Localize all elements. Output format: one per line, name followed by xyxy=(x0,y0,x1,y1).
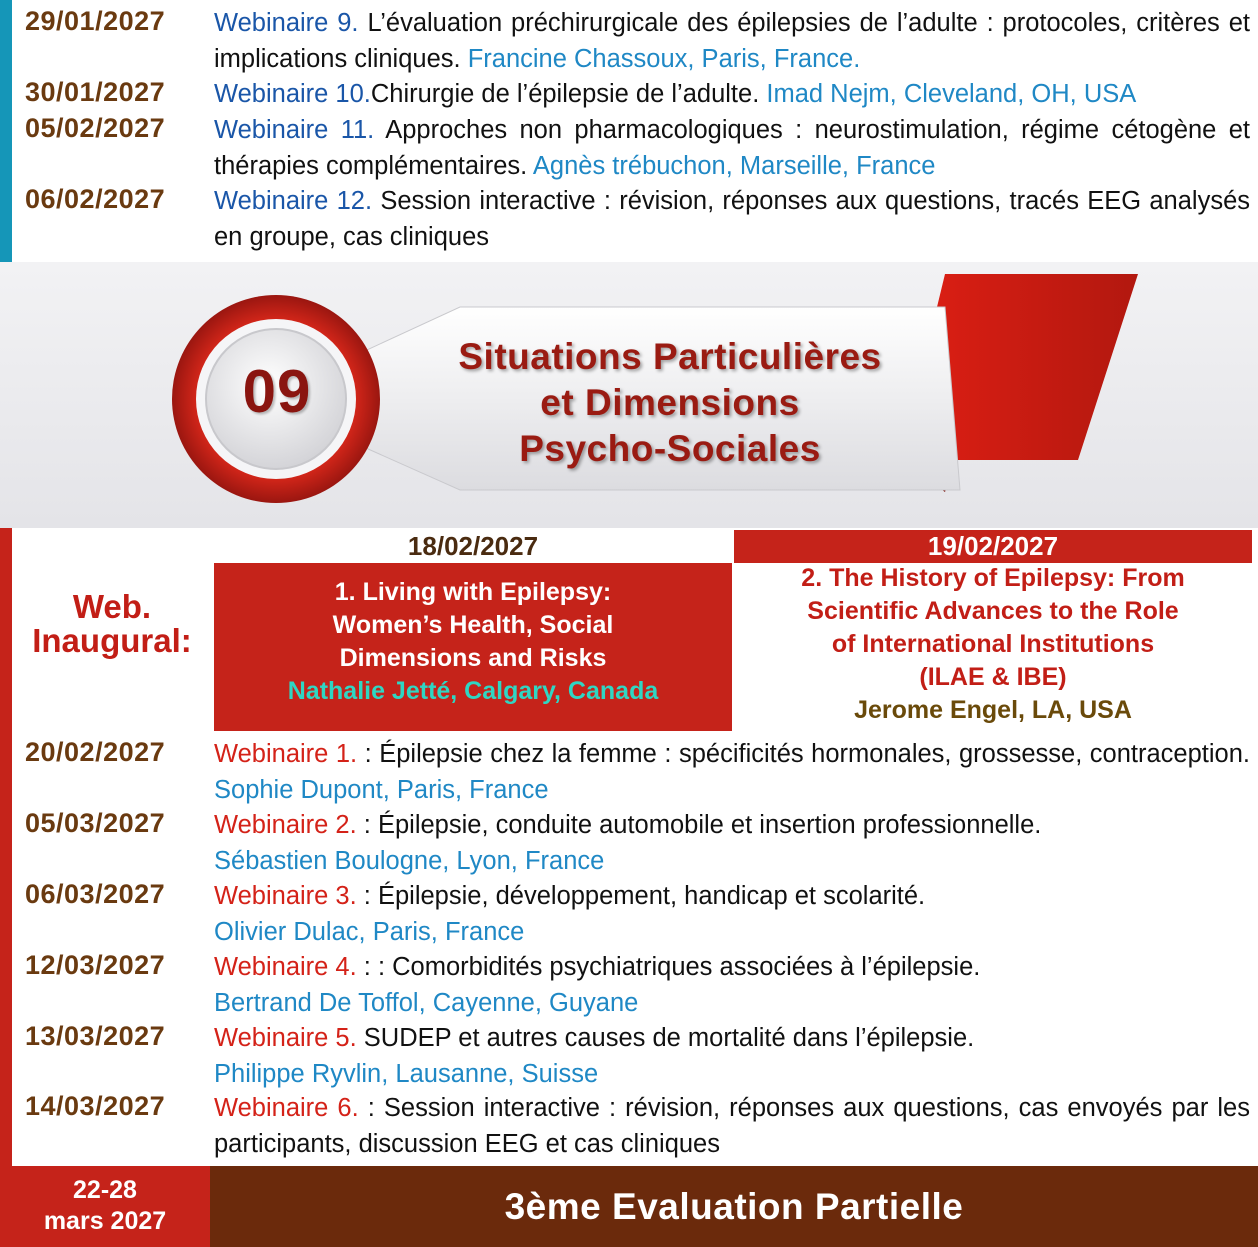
inaugural-speaker: Jerome Engel, LA, USA xyxy=(854,696,1132,724)
evaluation-date-line: mars 2027 xyxy=(43,1207,167,1235)
webinar-topic: Approches non pharmacologiques : neurostimulation, régime cétogène et thérapies complémentaires. xyxy=(214,116,1250,180)
webinar-description xyxy=(214,737,1250,808)
evaluation-footer xyxy=(0,1166,1258,1247)
webinar-speaker: Philippe Ryvlin, Lausanne, Suisse xyxy=(214,1059,599,1088)
webinar-topic: Chirurgie de l’épilepsie de l’adulte. xyxy=(370,80,767,108)
evaluation-date xyxy=(0,1166,210,1247)
webinar-description xyxy=(214,879,1250,950)
inaugural-webinars xyxy=(0,528,1258,733)
webinar-topic: SUDEP et autres causes de mortalité dans l’épilepsie. xyxy=(356,1024,975,1052)
webinar-label: Webinaire 3. xyxy=(214,882,357,910)
webinar-date: 05/02/2027 xyxy=(25,113,166,143)
webinar-topic: : Épilepsie chez la femme : spécificités hormonales, grossesse, contraception. xyxy=(357,740,1250,768)
webinar-date: 06/02/2027 xyxy=(25,184,166,214)
webinar-label: Webinaire 4. xyxy=(214,953,357,981)
top-webinar-list xyxy=(0,0,1258,262)
webinar-speaker: Bertrand De Toffol, Cayenne, Guyane xyxy=(214,988,639,1017)
webinar-label: Webinaire 9. xyxy=(214,9,359,37)
webinar-description xyxy=(214,950,1250,1021)
webinar-label: Webinaire 2. xyxy=(214,811,357,839)
inaugural-label-line: Web. xyxy=(72,588,152,625)
webinar-speaker: Sophie Dupont, Paris, France xyxy=(214,775,549,804)
webinar-date: 12/03/2027 xyxy=(25,950,166,980)
webinar-date: 05/03/2027 xyxy=(25,808,166,838)
inaugural-card-right xyxy=(734,563,1252,731)
inaugural-date-left: 18/02/2027 xyxy=(214,530,732,563)
webinar-topic: : : Comorbidités psychiatriques associées à l’épilepsie. xyxy=(356,953,981,981)
webinar-description xyxy=(214,6,1250,77)
webinar-label: Webinaire 5. xyxy=(214,1024,357,1052)
webinar-description xyxy=(214,1091,1250,1162)
webinar-date: 14/03/2027 xyxy=(25,1091,166,1121)
webinar-description xyxy=(214,808,1250,879)
section-title-line: et Dimensions xyxy=(540,382,800,423)
webinar-topic: : Épilepsie, conduite automobile et insertion professionnelle. xyxy=(356,811,1042,839)
inaugural-date-right: 19/02/2027 xyxy=(734,530,1252,563)
webinar-description xyxy=(214,184,1250,255)
webinar-date: 29/01/2027 xyxy=(25,6,166,36)
webinar-speaker: Agnès trébuchon, Marseille, France xyxy=(532,151,936,180)
webinar-label: Webinaire 1. xyxy=(214,740,358,768)
inaugural-label xyxy=(12,590,212,658)
inaugural-title: 2. The History of Epilepsy: From Scientific Advances to the Role of International Institutions (ILAE & IBE) xyxy=(801,564,1185,691)
section-banner xyxy=(0,262,1258,528)
webinar-topic: : Épilepsie, développement, handicap et scolarité. xyxy=(356,882,926,910)
webinar-date: 30/01/2027 xyxy=(25,77,166,107)
section-accent-bar xyxy=(0,733,12,1166)
inaugural-label-line: Inaugural: xyxy=(32,622,192,659)
section-title-line: Situations Particulières xyxy=(458,336,882,377)
webinar-topic: L’évaluation préchirurgicale des épilepsies de l’adulte : protocoles, critères et implications cliniques. xyxy=(214,9,1250,73)
section-title-line: Psycho-Sociales xyxy=(519,428,821,469)
webinar-label: Webinaire 6. xyxy=(214,1094,359,1122)
evaluation-date-line: 22-28 xyxy=(73,1176,137,1204)
webinar-label: Webinaire 12. xyxy=(214,187,373,215)
webinar-label: Webinaire 10. xyxy=(214,80,371,108)
inaugural-card-left xyxy=(214,563,732,731)
section-title xyxy=(410,334,930,472)
webinar-description xyxy=(214,1021,1250,1092)
webinar-date: 20/02/2027 xyxy=(25,737,166,767)
webinar-speaker: Olivier Dulac, Paris, France xyxy=(214,917,525,946)
webinar-speaker: Imad Nejm, Cleveland, OH, USA xyxy=(766,80,1137,108)
section-accent-bar xyxy=(0,528,12,733)
inaugural-title: 1. Living with Epilepsy: Women’s Health, Social Dimensions and Risks xyxy=(332,578,614,672)
webinar-description xyxy=(214,113,1250,184)
webinar-label: Webinaire 11. xyxy=(214,116,375,144)
webinar-date: 06/03/2027 xyxy=(25,879,166,909)
evaluation-title: 3ème Evaluation Partielle xyxy=(210,1166,1258,1247)
section-number: 09 xyxy=(242,358,312,425)
webinar-speaker: Francine Chassoux, Paris, France. xyxy=(467,44,861,73)
inaugural-speaker: Nathalie Jetté, Calgary, Canada xyxy=(287,677,659,705)
webinar-date: 13/03/2027 xyxy=(25,1021,166,1051)
webinar-speaker: Sébastien Boulogne, Lyon, France xyxy=(214,846,605,875)
webinar-topic: : Session interactive : révision, réponses aux questions, cas envoyés par les participants, discussion EEG et cas cliniques xyxy=(214,1094,1250,1158)
webinar-topic: Session interactive : révision, réponses aux questions, tracés EEG analysés en groupe, cas cliniques xyxy=(214,187,1250,251)
bottom-webinar-list xyxy=(0,733,1258,1166)
webinar-description xyxy=(214,77,1250,113)
section-accent-bar xyxy=(0,0,12,262)
